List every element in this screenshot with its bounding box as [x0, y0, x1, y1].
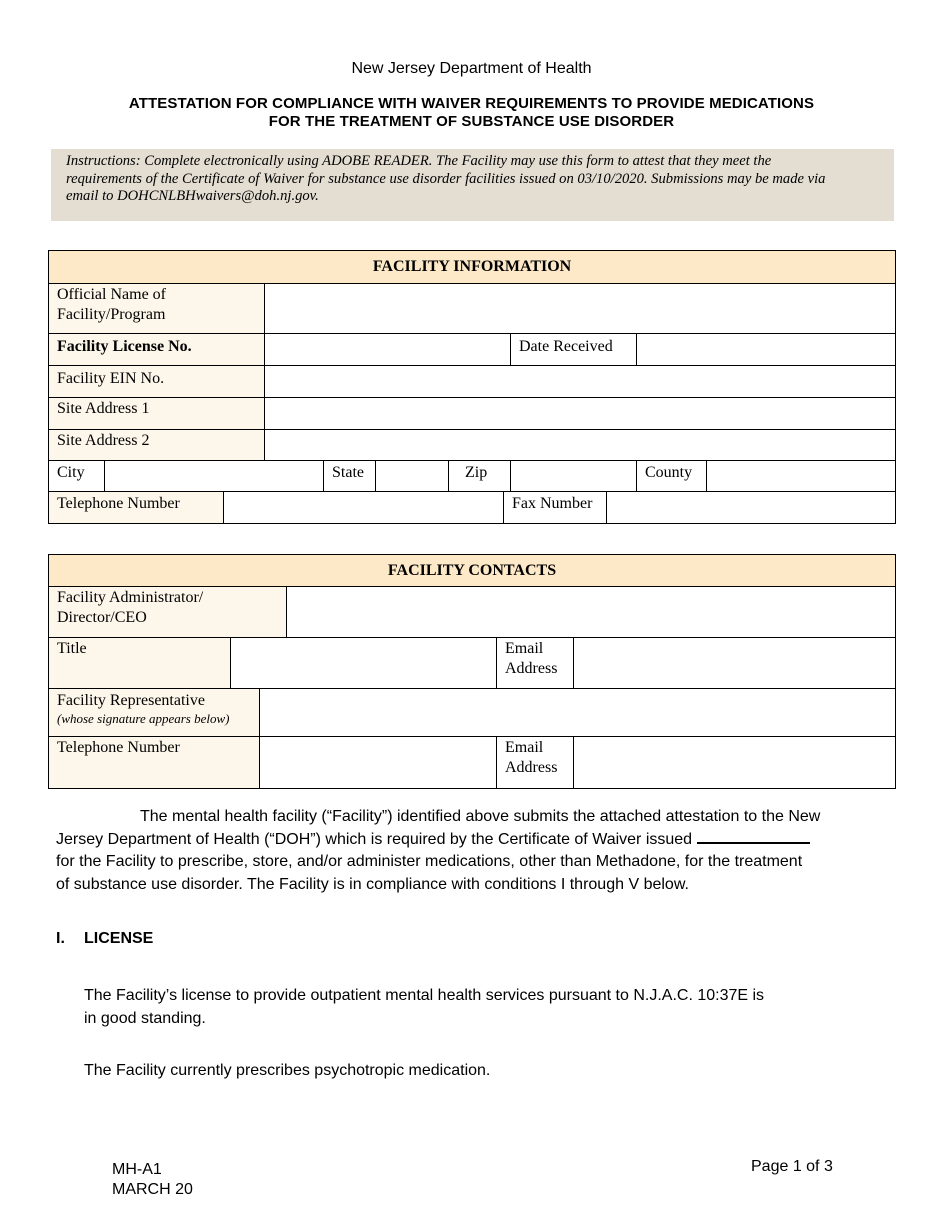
fax-field[interactable] — [607, 492, 896, 524]
rep-email-label-line-1: Email — [505, 739, 544, 756]
date-received-label: Date Received — [511, 334, 637, 366]
facility-contacts-heading: FACILITY CONTACTS — [49, 555, 896, 587]
title-label: Title — [49, 638, 231, 689]
section-title: LICENSE — [84, 930, 154, 947]
official-name-label-line-2: Facility/Program — [57, 306, 166, 323]
facility-contacts-table — [48, 554, 896, 638]
footer-form-info — [112, 1160, 193, 1200]
county-field[interactable] — [707, 461, 896, 492]
attestation-line-2 — [56, 829, 886, 852]
license-label: Facility License No. — [49, 334, 265, 366]
contact-telephone-field[interactable] — [260, 737, 497, 789]
rep-email-label-line-2: Address — [505, 759, 558, 776]
zip-field[interactable] — [511, 461, 637, 492]
facility-information-table — [48, 250, 896, 492]
license-statement — [84, 985, 844, 1030]
instructions-line-3: email to DOHCNLBHwaivers@doh.nj.gov. — [66, 188, 319, 204]
rep-email-field[interactable] — [574, 737, 896, 789]
contact-phone-table — [48, 736, 896, 789]
admin-email-label-line-2: Address — [505, 660, 558, 677]
admin-email-label-line-1: Email — [505, 640, 544, 657]
representative-label-line-1: Facility Representative — [57, 692, 205, 709]
instructions-line-1: Instructions: Complete electronically using ADOBE READER. The Facility may use this form to attest that they meet the — [66, 153, 772, 169]
administrator-field[interactable] — [287, 587, 896, 638]
attestation-line-4: of substance use disorder. The Facility is in compliance with conditions I through V below. — [56, 875, 689, 893]
footer-form-id: MH-A1 — [112, 1161, 162, 1178]
official-name-label — [49, 284, 265, 334]
instructions-box — [51, 149, 894, 221]
official-name-label-line-1: Official Name of — [57, 286, 166, 303]
county-label: County — [637, 461, 707, 492]
attestation-line-3: for the Facility to prescribe, store, and/or administer medications, other than Methadone, for the treatment — [56, 853, 803, 870]
attestation-line-2-text: Jersey Department of Health (“DOH”) which is required by the Certificate of Waiver issued — [56, 830, 693, 848]
representative-label — [49, 689, 260, 738]
rep-email-label — [497, 737, 574, 789]
attestation-paragraph — [56, 806, 886, 896]
facility-phone-table — [48, 491, 896, 524]
department-name: New Jersey Department of Health — [351, 60, 592, 77]
title-field[interactable] — [231, 638, 497, 689]
admin-email-label — [497, 638, 574, 689]
city-field[interactable] — [105, 461, 324, 492]
site-address-1-field[interactable] — [265, 398, 896, 430]
representative-field[interactable] — [260, 689, 896, 738]
site-address-1-label: Site Address 1 — [49, 398, 265, 430]
state-label: State — [324, 461, 376, 492]
telephone-label: Telephone Number — [49, 492, 224, 524]
administrator-label-line-2: Director/CEO — [57, 609, 147, 626]
license-statement-line-2: in good standing. — [84, 1009, 206, 1027]
form-title — [0, 95, 943, 131]
contact-title-table — [48, 637, 896, 689]
contact-telephone-label: Telephone Number — [49, 737, 260, 789]
site-address-2-field[interactable] — [265, 430, 896, 461]
page-number: Page 1 of 3 — [751, 1158, 833, 1175]
ein-label: Facility EIN No. — [49, 366, 265, 398]
representative-note: (whose signature appears below) — [57, 711, 230, 726]
form-title-line-2: FOR THE TREATMENT OF SUBSTANCE USE DISORDER — [268, 113, 675, 130]
fax-label: Fax Number — [504, 492, 607, 524]
administrator-label-line-1: Facility Administrator/ — [57, 589, 204, 606]
license-field[interactable] — [265, 334, 511, 366]
ein-field[interactable] — [265, 366, 896, 398]
city-label: City — [49, 461, 105, 492]
facility-information-heading: FACILITY INFORMATION — [49, 251, 896, 284]
representative-table — [48, 688, 896, 738]
form-title-line-1: ATTESTATION FOR COMPLIANCE WITH WAIVER REQUIREMENTS TO PROVIDE MEDICATIONS — [128, 95, 815, 112]
waiver-issued-blank[interactable] — [697, 830, 810, 844]
psychotropic-statement: The Facility currently prescribes psychotropic medication. — [84, 1062, 491, 1079]
official-name-field[interactable] — [265, 284, 896, 334]
administrator-label — [49, 587, 287, 638]
state-field[interactable] — [376, 461, 449, 492]
site-address-2-label: Site Address 2 — [49, 430, 265, 461]
section-number: I. — [56, 930, 65, 947]
license-statement-line-1: The Facility’s license to provide outpatient mental health services pursuant to N.J.A.C. 10:37E is — [84, 987, 765, 1004]
attestation-line-1: The mental health facility (“Facility”) identified above submits the attached attestation to the New — [140, 808, 821, 825]
telephone-field[interactable] — [224, 492, 504, 524]
admin-email-field[interactable] — [574, 638, 896, 689]
zip-label: Zip — [449, 461, 511, 492]
instructions-line-2: requirements of the Certificate of Waiver for substance use disorder facilities issued on 03/10/2020. Submissions may be made via — [66, 170, 826, 187]
footer-date: MARCH 20 — [112, 1181, 193, 1198]
date-received-field[interactable] — [637, 334, 896, 366]
